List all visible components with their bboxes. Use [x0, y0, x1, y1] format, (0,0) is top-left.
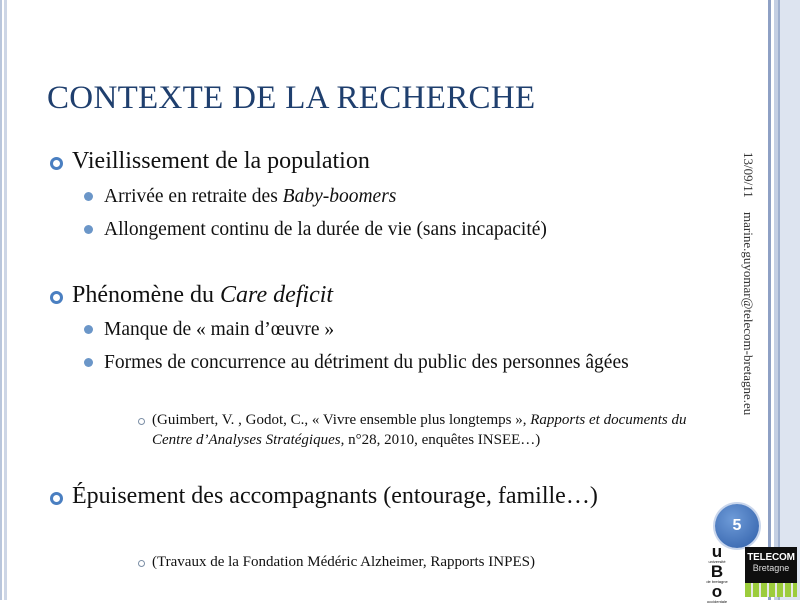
- bullet-text: Arrivée en retraite des: [104, 186, 283, 207]
- logo-letter: o: [711, 582, 723, 601]
- bullet-text-italic: Rapports et documents du Centre d’Analyses Stratégiques: [152, 412, 687, 448]
- bullet-marker-level1: [50, 291, 63, 304]
- logo-small-text: de bretagne: [706, 579, 728, 584]
- bullet-marker-level2: [84, 192, 93, 201]
- logo-letter: u: [711, 542, 723, 561]
- bullet-marker-level1: [50, 492, 63, 505]
- bullet-text: Vieillissement de la population: [72, 148, 370, 174]
- right-decorative-band: [766, 0, 800, 600]
- bullet-level2-baby-boomers: [104, 184, 664, 209]
- page-number-badge: 5: [715, 504, 759, 548]
- bullet-text: Formes de concurrence au détriment du public des personnes âgées: [104, 352, 629, 373]
- bullet-text: (Travaux de la Fondation Médéric Alzheimer, Rapports INPES): [152, 554, 535, 570]
- bullet-text: Épuisement des accompagnants (entourage, famille…): [72, 483, 598, 509]
- logo-small-text: occidentale: [706, 599, 728, 604]
- bullet-text: Manque de « main d’œuvre »: [104, 319, 335, 340]
- bullet-level2-competition: [104, 350, 659, 375]
- bullet-level2-labour-shortage: [104, 317, 664, 342]
- ubo-university-logo: [700, 542, 734, 604]
- bullet-marker-level3: [138, 418, 145, 425]
- slide-date: 13/09/11: [741, 152, 756, 198]
- bullet-level1-caregiver-exhaustion: [72, 481, 652, 511]
- bullet-marker-level2: [84, 358, 93, 367]
- bullet-text: , n°28, 2010, enquêtes INSEE…): [340, 432, 541, 448]
- bullet-marker-level1: [50, 157, 63, 170]
- bullet-marker-level3: [138, 560, 145, 567]
- bullet-marker-level2: [84, 325, 93, 334]
- slide-title: CONTEXTE DE LA RECHERCHE: [47, 80, 536, 116]
- logo-letter: B: [710, 562, 724, 581]
- logo-name: TELECOM: [747, 552, 795, 563]
- logo-subtitle: Bretagne: [752, 563, 790, 573]
- bullet-marker-level2: [84, 225, 93, 234]
- bullet-level2-life-expectancy: [104, 217, 604, 242]
- bullet-text: Allongement continu de la durée de vie (sans incapacité): [104, 219, 547, 240]
- logo-small-text: université: [708, 559, 726, 564]
- bullet-level3-reference-mederic: [152, 552, 712, 572]
- bullet-text: (Guimbert, V. , Godot, C., « Vivre ensemble plus longtemps »,: [152, 412, 531, 428]
- bullet-text: Phénomène du: [72, 282, 220, 308]
- bullet-text-italic: Baby-boomers: [282, 186, 397, 207]
- bullet-level3-reference-guimbert: [152, 410, 692, 450]
- telecom-bretagne-logo: [745, 547, 797, 597]
- bullet-text-italic: Care deficit: [219, 282, 334, 308]
- bullet-level1-aging: [72, 146, 672, 176]
- bullet-level1-care-deficit: [72, 280, 672, 310]
- author-email: marine.guyomar@telecom-bretagne.eu: [741, 212, 756, 416]
- logo-pattern: [745, 583, 797, 597]
